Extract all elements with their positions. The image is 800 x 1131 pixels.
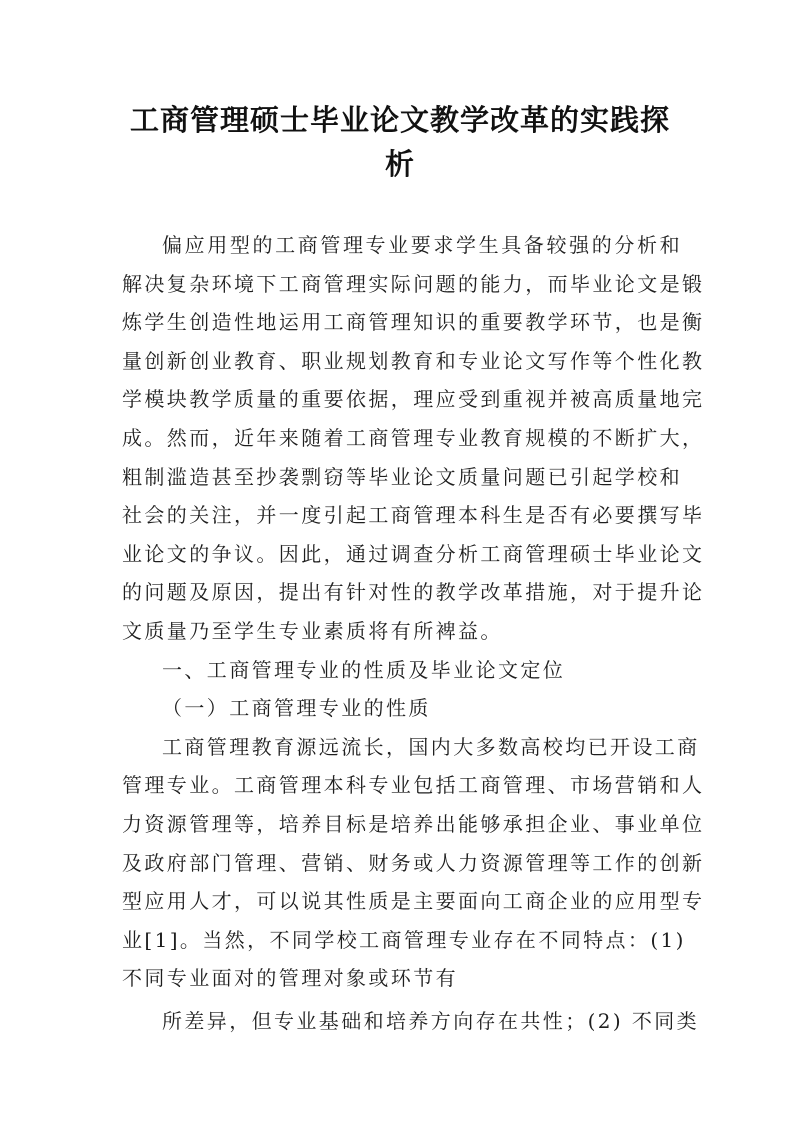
body-text-line: 偏应用型的工商管理专业要求学生具备较强的分析和 xyxy=(162,233,682,257)
body-text-line: 业[1]。当然，不同学校工商管理专业存在不同特点：(1) xyxy=(122,927,686,952)
body-text-line: 粗制滥造甚至抄袭剽窃等毕业论文质量问题已引起学校和 xyxy=(122,464,682,489)
body-text-line: 力资源管理等，培养目标是培养出能够承担企业、事业单位 xyxy=(122,811,705,836)
body-text-line: 所差异，但专业基础和培养方向存在共性；(2) 不同类 xyxy=(162,1008,700,1033)
body-text-line: 管理专业。工商管理本科专业包括工商管理、市场营销和人 xyxy=(122,773,705,798)
body-text-line: 一、工商管理专业的性质及毕业论文定位 xyxy=(162,657,566,682)
body-text-line: 业论文的争议。因此，通过调查分析工商管理硕士毕业论文 xyxy=(122,541,705,566)
document-body xyxy=(122,226,705,1040)
body-text-line: 不同专业面对的管理对象或环节有 xyxy=(122,966,458,991)
body-text-line: 解决复杂环境下工商管理实际问题的能力，而毕业论文是锻 xyxy=(122,271,705,296)
body-text-line: 的问题及原因，提出有针对性的教学改革措施，对于提升论 xyxy=(122,580,705,605)
body-text-line: 量创新创业教育、职业规划教育和专业论文写作等个性化教 xyxy=(122,348,705,373)
title-line: 工商管理硕士毕业论文教学改革的实践探 xyxy=(129,103,670,137)
body-text-line: 成。然而，近年来随着工商管理专业教育规模的不断扩大， xyxy=(122,425,705,450)
document-title xyxy=(100,98,700,186)
body-text-line: 文质量乃至学生专业素质将有所裨益。 xyxy=(122,618,503,643)
body-text-line: 及政府部门管理、营销、财务或人力资源管理等工作的创新 xyxy=(122,850,705,875)
title-line: 析 xyxy=(384,147,415,181)
body-text-line: 社会的关注，并一度引起工商管理本科生是否有必要撰写毕 xyxy=(122,503,705,528)
body-text-line: 型应用人才，可以说其性质是主要面向工商企业的应用型专 xyxy=(122,889,705,914)
body-text-line: （一）工商管理专业的性质 xyxy=(162,696,431,721)
body-text-line: 工商管理教育源远流长，国内大多数高校均已开设工商 xyxy=(162,734,700,759)
body-text-line: 炼学生创造性地运用工商管理知识的重要教学环节，也是衡 xyxy=(122,310,705,335)
body-text-line: 学模块教学质量的重要依据，理应受到重视并被高质量地完 xyxy=(122,387,705,412)
